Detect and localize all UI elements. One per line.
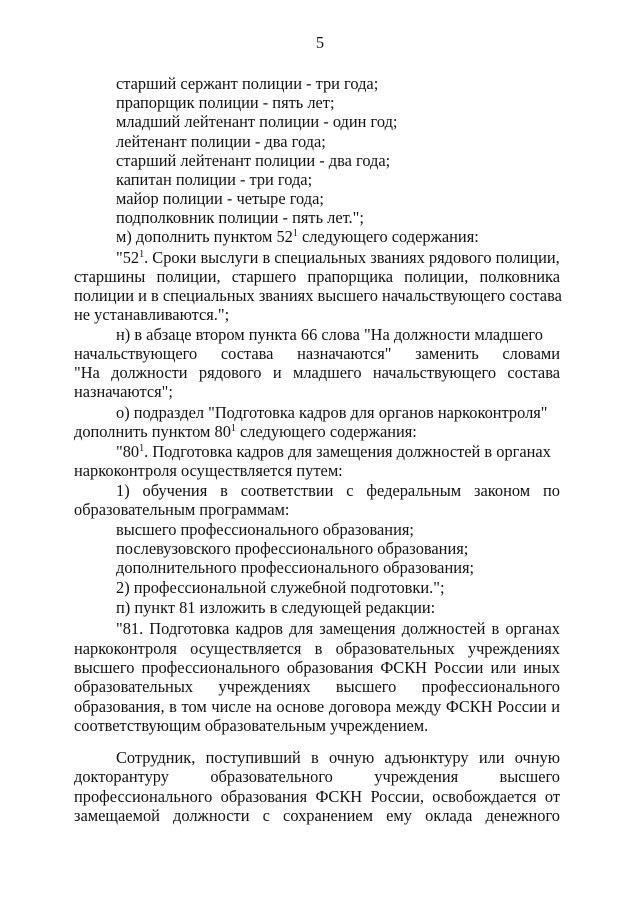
text-line: лейтенант полиции - два года; (116, 132, 326, 151)
text-line: соответствующим образовательным учреждением. (74, 716, 429, 735)
text-line: "$80^1$. Подготовка кадров для замещения должностей в органах (116, 442, 551, 461)
text-line: "На должности рядового и младшего начальствующего состава (74, 363, 560, 382)
text-line: дополнительного профессионального образования; (116, 558, 475, 577)
text-line: подполковник полиции - пять лет."; (116, 208, 364, 227)
text-line: высшего профессионального образования ФСКН России или иных (74, 658, 560, 677)
text-line: м) дополнить пунктом $52^1$ следующего содержания: (116, 227, 479, 246)
text-line: Сотрудник, поступивший в очную адъюнктуру или очную (116, 748, 560, 767)
text-line: наркоконтроля осуществляется путем: (74, 461, 343, 480)
text-line: докторантуру образовательного учреждения высшего (74, 767, 560, 786)
text-line: 1) обучения в соответствии с федеральным законом по (116, 481, 560, 500)
text-line: замещаемой должности с сохранением ему оклада денежного (74, 806, 560, 825)
text-line: образования, в том числе на основе договора между ФСКН России и (74, 697, 560, 716)
text-line: 2) профессиональной служебной подготовки."; (116, 578, 445, 597)
text-line: высшего профессионального образования; (116, 520, 414, 539)
text-line: послевузовского профессионального образования; (116, 539, 469, 558)
text-line: начальствующего состава назначаются" заменить словами (74, 344, 560, 363)
text-line: о) подраздел "Подготовка кадров для органов наркоконтроля" (116, 403, 548, 422)
text-line: "81. Подготовка кадров для замещения должностей в органах (116, 619, 560, 638)
text-line: образовательных учреждениях высшего профессионального (74, 677, 560, 696)
text-line: н) в абзаце втором пункта 66 слова "На должности младшего (116, 325, 543, 344)
text-line: п) пункт 81 изложить в следующей редакции: (116, 598, 436, 617)
text-line: младший лейтенант полиции - один год; (116, 112, 398, 131)
text-line: профессионального образования ФСКН России, освобождается от (74, 787, 560, 806)
text-line: старший сержант полиции - три года; (116, 74, 379, 93)
text-line: дополнить пунктом $80^1$ следующего содержания: (74, 422, 417, 441)
page-number: 5 (315, 33, 325, 52)
text-line: наркоконтроля осуществляется в образовательных учреждениях (74, 639, 560, 658)
text-line: не устанавливаются."; (74, 305, 230, 324)
text-line: прапорщик полиции - пять лет; (116, 93, 335, 112)
text-line: полиции и в специальных званиях высшего начальствующего состава (74, 286, 562, 305)
text-line: образовательным программам: (74, 500, 290, 519)
text-line: майор полиции - четыре года; (116, 189, 324, 208)
text-line: капитан полиции - три года; (116, 170, 313, 189)
text-line: "$52^1$. Сроки выслуги в специальных званиях рядового полиции, (116, 248, 560, 267)
text-line: старшины полиции, старшего прапорщика полиции, полковника (74, 267, 560, 286)
text-line: старший лейтенант полиции - два года; (116, 151, 391, 170)
text-line: назначаются"; (74, 382, 173, 401)
